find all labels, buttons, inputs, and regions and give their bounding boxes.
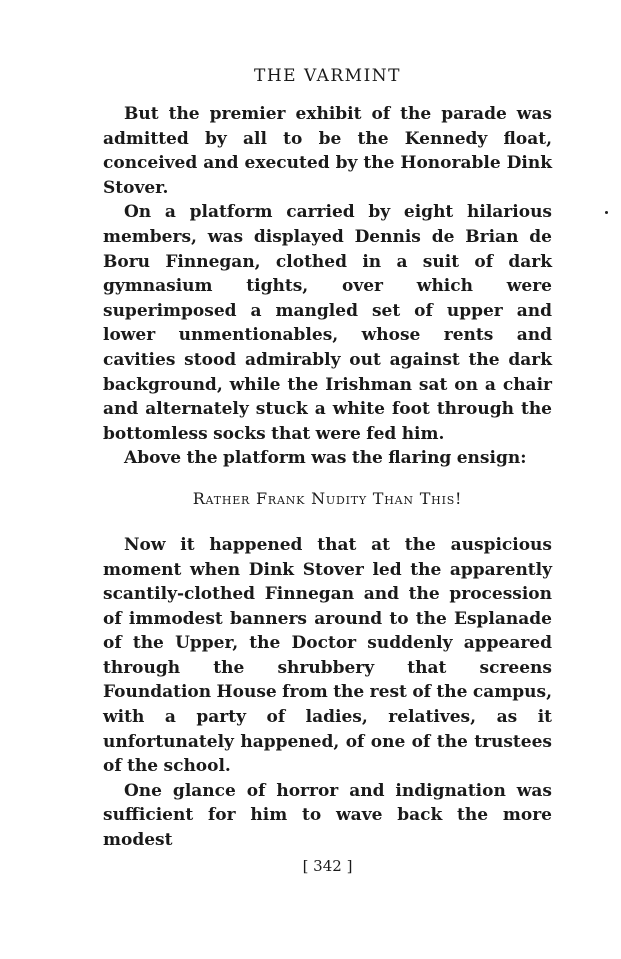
ensign-text: Rather Frank Nudity Than This! bbox=[192, 488, 463, 508]
paragraph-kennedy-float: But the premier exhibit of the parade was admitted by all to be the Kennedy float, conceived and executed by the Honorable Dink Stover. bbox=[103, 104, 552, 198]
running-head: THE VARMINT bbox=[253, 66, 401, 86]
paragraph-doctor-appears: Now it happened that at the auspicious moment when Dink Stover led the apparently scantily-clothed Finnegan and the procession of immodest banners around to the Esplanade of the Upper, the Doctor suddenly appeared through the shrubbery that screens Foundation House from the rest of the campus, with a party of ladies, relatives, as it unfortunately happened, of one of the trustees of the school. bbox=[103, 534, 552, 777]
page-number: [ 342 ] bbox=[302, 856, 353, 875]
paragraph-glance: One glance of horror and indignation was sufficient for him to wave back the more modest bbox=[103, 780, 552, 851]
book-page bbox=[103, 64, 552, 877]
stray-ink-mark bbox=[605, 211, 608, 214]
paragraph-platform: On a platform carried by eight hilarious members, was displayed Dennis de Brian de Boru Finnegan, clothed in a suit of dark gymnasium tights, over which were superimposed a mangled set of upper and lower unmentionables, whose rents and cavities stood admirably out against the dark background, while the Irishman sat on a chair and alternately stuck a white foot through the bottomless socks that were fed him. bbox=[103, 202, 552, 444]
paragraph-ensign-intro: Above the platform was the flaring ensign: bbox=[124, 448, 527, 469]
